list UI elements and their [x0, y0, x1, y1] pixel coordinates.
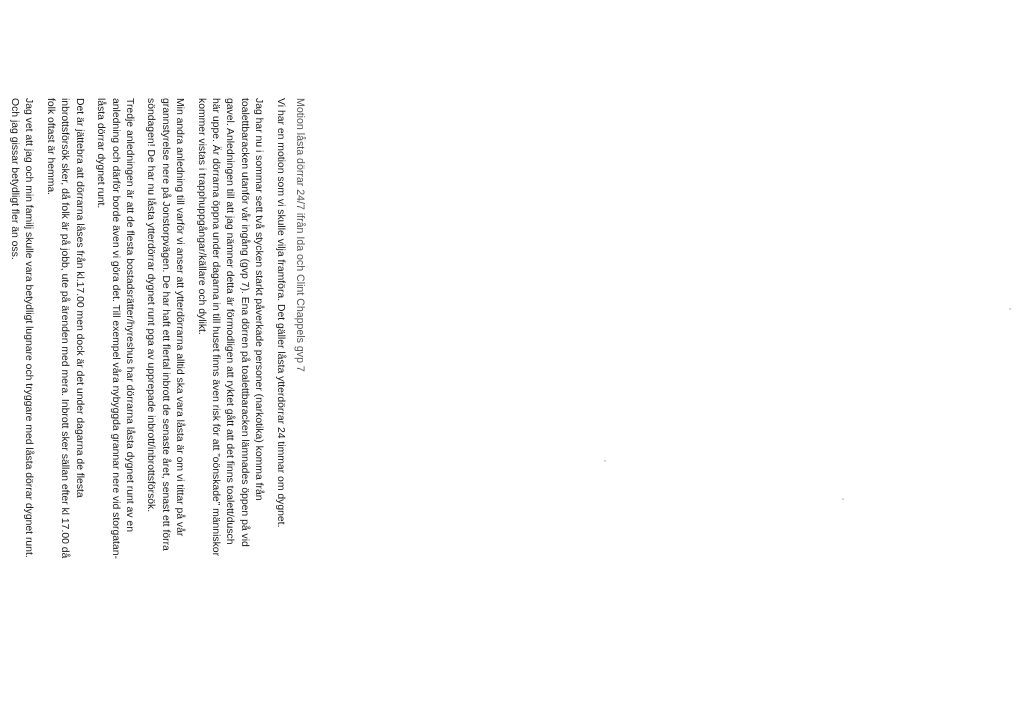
text-line: gavel. Anledningen till att jag nämner detta är förmodligen att ryktet gått att det finns toalett/dusch [224, 98, 236, 545]
text-line: Min andra anledning till varför vi anser att ytterdörrarna alltid ska vara låsta är om vi tittar på vår [174, 98, 186, 537]
text-line: låsta dörrar dygnet runt. [95, 98, 107, 209]
scan-speck [842, 498, 844, 500]
text-line: Vi har en motion som vi skulle vilja framföra. Det gäller låsta ytterdörrar 24 timmar om dygnet. [274, 98, 286, 528]
text-line: kommer vistas i trapphuppgångar/källare och dylikt. [195, 98, 207, 335]
text-line: söndagen! De har nu låsta ytterdörrar dygnet runt pga av upprepade inbrott/inbrottsförsök. [145, 98, 157, 513]
paragraph-daytime-burglary [43, 98, 86, 708]
text-line: inbrottsförsök sker, då folk är på jobb, ute på ärenden med mera. Inbrott sker sällan efter kl 17.00 då [59, 98, 71, 559]
text-line: här uppe. Är dörrarna öppna under dagarna in till huset finns även risk för att ”oönskade” människor [209, 98, 221, 557]
text-line: Det är jättebra att dörrarna låses från kl.17.00 men dock är det under dagarna de flesta [73, 98, 85, 498]
scan-speck [604, 460, 606, 462]
text-line: toalettbaracken utanför vår ingång (gvp 7). Ena dörren på toalettbaracken lämnades öppen på vid [238, 98, 250, 547]
text-line: folk oftast är hemma. [44, 98, 56, 196]
text-line: Och jag gissar betydligt fler än oss. [9, 98, 21, 260]
paragraph-third-reason [93, 98, 136, 708]
document-header: Motion låsta dörrar 24/7 ifrån Ida och Clint Chappels gvp 7 [294, 98, 306, 372]
paragraph-neighbor-board [143, 98, 186, 708]
text-line: Tredje anledningen är att de flesta bostadsrätter/hyreshus har dörrarna låsta dygnet runt av en [123, 98, 135, 532]
rotated-document-body [0, 98, 307, 708]
text-line: Jag har nu i sommar sett två stycken starkt påverkade personer (narkotika) komma från [253, 98, 265, 501]
paragraph-toilet-barrack [193, 98, 265, 708]
intro-paragraph [272, 98, 286, 708]
scan-speck [1009, 308, 1011, 310]
text-line: Jag vet att jag och min familj skulle vara betydligt lugnare och tryggare med låsta dörrar dygnet runt. [23, 98, 35, 558]
text-line: grannstyrelse nere på Jonstorpvägen. De har haft ett flertal inbrott de senaste året, senast ett förra [159, 98, 171, 551]
text-line: anledning och därför borde även vi göra det. Till exempel våra nybyggda grannar nere vid storgatan- [109, 98, 121, 559]
paragraph-family-safety [7, 98, 36, 708]
